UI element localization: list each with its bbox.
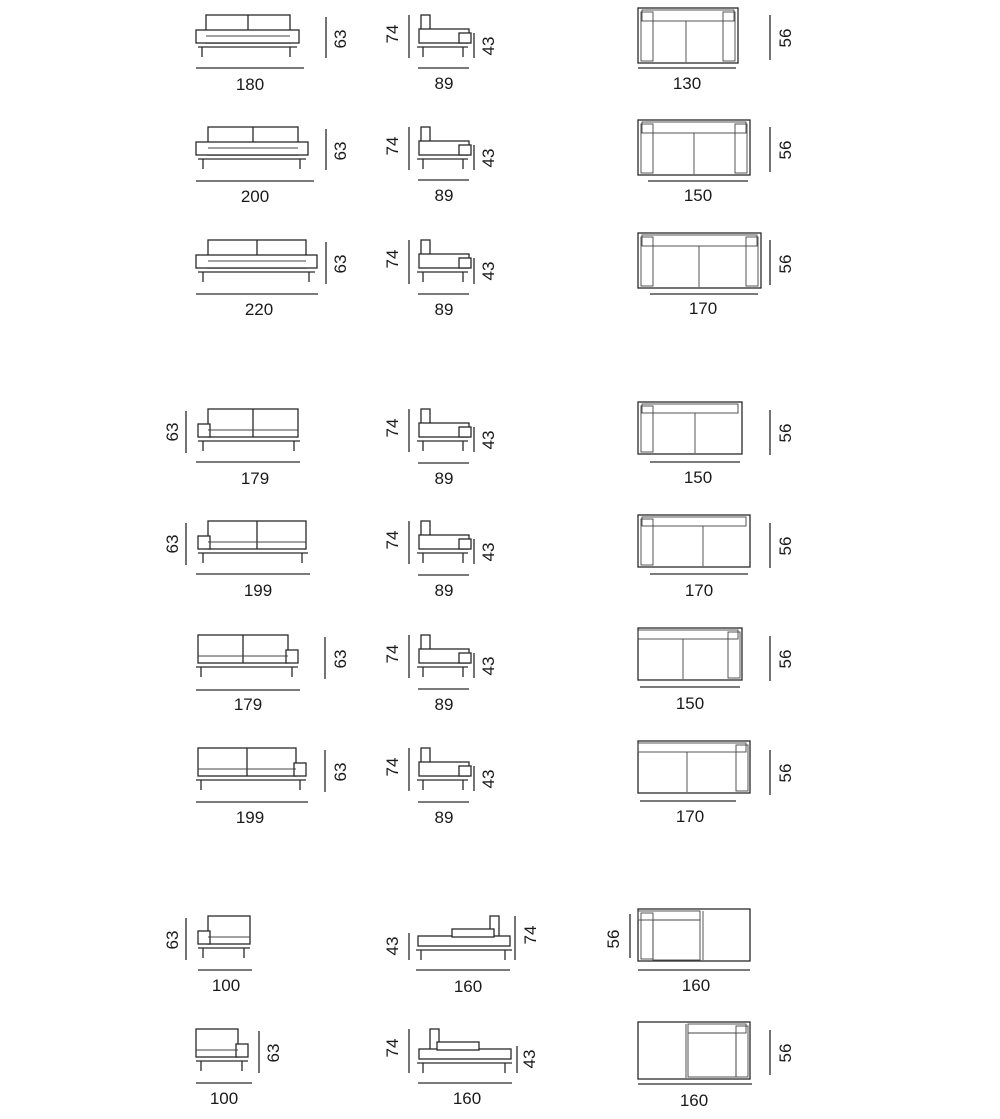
depth-label: 89 xyxy=(434,581,454,600)
width-label: 170 xyxy=(675,807,705,826)
width-label: 199 xyxy=(235,808,265,827)
side-view-drawing xyxy=(417,1029,512,1073)
seat-height-label: 43 xyxy=(479,36,498,56)
front-view-drawing xyxy=(198,409,300,451)
front-view-drawing xyxy=(196,635,298,677)
back-height-label: 74 xyxy=(383,757,402,777)
width-label: 170 xyxy=(684,581,714,600)
width-label: 150 xyxy=(683,468,713,487)
width-label: 179 xyxy=(240,469,270,488)
back-height-label: 74 xyxy=(383,644,402,664)
depth-label: 160 xyxy=(452,1089,482,1108)
sofa-arm-left-179 xyxy=(163,409,300,488)
height-label: 63 xyxy=(331,762,350,782)
side-view-drawing xyxy=(417,409,471,451)
seat-height-label: 43 xyxy=(383,936,402,956)
back-height-label: 74 xyxy=(383,249,402,269)
side-view-89 xyxy=(383,127,498,205)
plan-view-150 xyxy=(638,628,795,713)
side-view-drawing xyxy=(417,635,471,677)
side-view-drawing xyxy=(417,240,471,282)
depth-label: 56 xyxy=(776,649,795,669)
height-label: 63 xyxy=(163,534,182,554)
seat-height-label: 43 xyxy=(479,430,498,450)
height-label: 63 xyxy=(331,141,350,161)
seat-height-label: 43 xyxy=(479,261,498,281)
front-view-drawing xyxy=(196,1029,248,1071)
height-label: 63 xyxy=(331,29,350,49)
width-label: 160 xyxy=(679,1091,709,1110)
side-view-89 xyxy=(383,521,498,600)
depth-label: 89 xyxy=(434,469,454,488)
back-height-label: 74 xyxy=(383,24,402,44)
chaise-side-view-160 xyxy=(383,1029,539,1108)
side-view-89 xyxy=(383,409,498,488)
width-label: 160 xyxy=(681,976,711,995)
plan-view-drawing xyxy=(638,120,750,175)
sofa-2-seat-220 xyxy=(196,240,350,319)
sofa-arm-left-199 xyxy=(163,521,310,600)
plan-view-160 xyxy=(638,1022,795,1110)
side-view-drawing xyxy=(417,15,471,57)
height-label: 63 xyxy=(163,930,182,950)
plan-view-170 xyxy=(638,233,795,318)
depth-label: 56 xyxy=(776,536,795,556)
depth-label: 89 xyxy=(434,186,454,205)
height-label: 63 xyxy=(331,254,350,274)
width-label: 180 xyxy=(235,75,265,94)
side-view-89 xyxy=(383,748,498,827)
plan-view-drawing xyxy=(638,909,750,961)
back-height-label: 74 xyxy=(383,530,402,550)
seat-height-label: 43 xyxy=(479,542,498,562)
depth-label: 89 xyxy=(434,74,454,93)
plan-view-170 xyxy=(638,515,795,600)
back-height-label: 74 xyxy=(521,925,540,945)
sofa-arm-right-199 xyxy=(196,748,350,827)
side-view-drawing xyxy=(416,916,512,960)
plan-view-drawing xyxy=(638,515,750,567)
height-label: 63 xyxy=(264,1043,283,1063)
width-label: 199 xyxy=(243,581,273,600)
front-view-drawing xyxy=(196,15,299,57)
depth-label: 56 xyxy=(776,1043,795,1063)
side-view-drawing xyxy=(417,127,471,169)
depth-label: 160 xyxy=(453,977,483,996)
front-view-drawing xyxy=(198,521,308,563)
side-view-drawing xyxy=(417,521,471,563)
width-label: 170 xyxy=(688,299,718,318)
depth-label: 56 xyxy=(776,140,795,160)
plan-view-160 xyxy=(604,909,750,995)
back-height-label: 74 xyxy=(383,136,402,156)
front-view-drawing xyxy=(196,748,306,790)
depth-label: 56 xyxy=(604,929,623,949)
height-label: 63 xyxy=(331,649,350,669)
depth-label: 89 xyxy=(434,808,454,827)
seat-height-label: 43 xyxy=(479,656,498,676)
width-label: 150 xyxy=(675,694,705,713)
depth-label: 56 xyxy=(776,763,795,783)
back-height-label: 74 xyxy=(383,418,402,438)
front-view-drawing xyxy=(198,916,250,958)
width-label: 100 xyxy=(211,976,241,995)
seat-height-label: 43 xyxy=(479,148,498,168)
armchair-module-100 xyxy=(196,1029,283,1108)
back-height-label: 74 xyxy=(383,1038,402,1058)
depth-label: 89 xyxy=(434,300,454,319)
plan-view-drawing xyxy=(638,8,738,63)
width-label: 130 xyxy=(672,74,702,93)
seat-height-label: 43 xyxy=(520,1049,539,1069)
sofa-2-seat-180 xyxy=(196,15,350,94)
plan-view-150 xyxy=(638,120,795,205)
width-label: 150 xyxy=(683,186,713,205)
depth-label: 56 xyxy=(776,254,795,274)
front-view-drawing xyxy=(196,240,317,282)
side-view-89 xyxy=(383,635,498,714)
plan-view-drawing xyxy=(638,233,761,288)
side-view-drawing xyxy=(417,748,471,790)
armchair-module-100 xyxy=(163,916,252,995)
depth-label: 56 xyxy=(776,423,795,443)
side-view-89 xyxy=(383,240,498,319)
depth-label: 89 xyxy=(434,695,454,714)
plan-view-170 xyxy=(638,741,795,826)
width-label: 179 xyxy=(233,695,263,714)
plan-view-150 xyxy=(638,402,795,487)
plan-view-130 xyxy=(638,8,795,93)
plan-view-drawing xyxy=(638,402,742,454)
plan-view-drawing xyxy=(638,628,742,680)
width-label: 220 xyxy=(244,300,274,319)
sofa-2-seat-200 xyxy=(196,127,350,206)
chaise-side-view-160 xyxy=(383,916,540,996)
depth-label: 56 xyxy=(776,28,795,48)
height-label: 63 xyxy=(163,422,182,442)
side-view-89 xyxy=(383,15,498,93)
seat-height-label: 43 xyxy=(479,769,498,789)
width-label: 200 xyxy=(240,187,270,206)
sofa-arm-right-179 xyxy=(196,635,350,714)
plan-view-drawing xyxy=(638,1022,750,1079)
plan-view-drawing xyxy=(638,741,750,793)
front-view-drawing xyxy=(196,127,308,169)
width-label: 100 xyxy=(209,1089,239,1108)
